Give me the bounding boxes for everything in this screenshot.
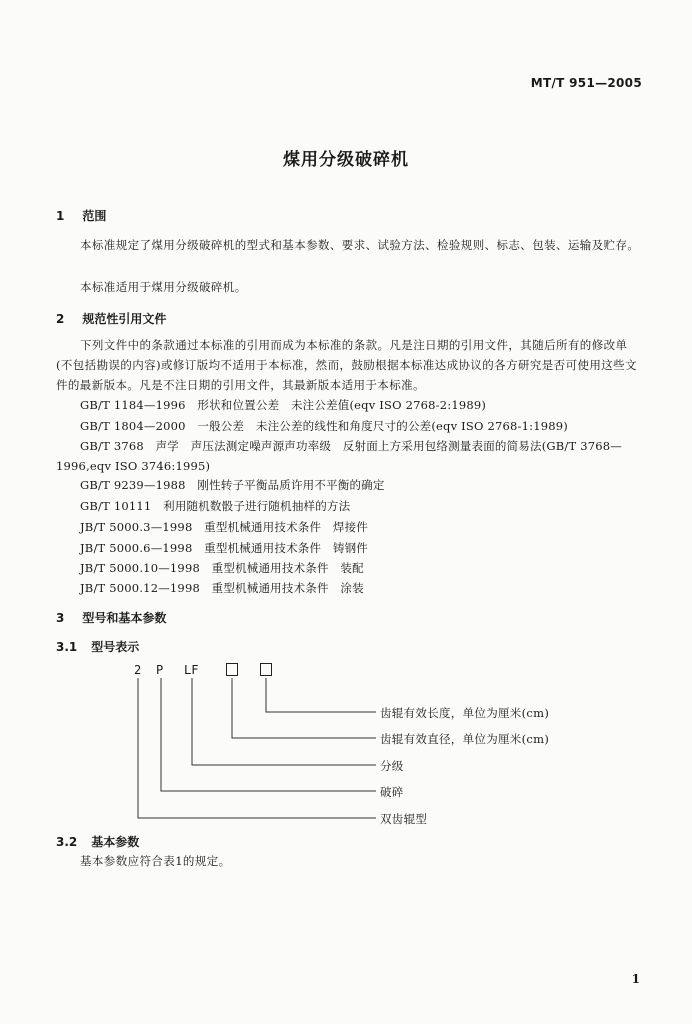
section-1-number: 1: [56, 209, 65, 223]
code-label-diameter: 齿辊有效直径，单位为厘米(cm): [380, 732, 550, 746]
leader-line-grading: [192, 678, 376, 765]
reference-item: GB/T 3768 声学 声压法测定噪声源声功率级 反射面上方采用包络测量表面的简易法(GB/T 3768—1996,eqv ISO 3746:1995): [56, 439, 622, 473]
reference-item: GB/T 9239—1988 刚性转子平衡品质许用不平衡的确定: [80, 478, 385, 492]
reference-item: JB/T 5000.3—1998 重型机械通用技术条件 焊接件: [80, 520, 368, 534]
code-label-length: 齿辊有效长度，单位为厘米(cm): [380, 706, 550, 720]
section-3-2-text: 基本参数应符合表1的规定。: [80, 854, 231, 868]
leader-line-crushing: [161, 678, 376, 791]
code-label-double-roll: 双齿辊型: [380, 812, 428, 826]
code-label-crushing: 破碎: [380, 785, 404, 799]
section-3-2-title: 基本参数: [91, 835, 140, 849]
section-1-paragraph-2: 本标准适用于煤用分级破碎机。: [80, 280, 247, 294]
standard-number: MT/T 951—2005: [530, 76, 642, 90]
section-3-number: 3: [56, 611, 65, 625]
reference-item: GB/T 10111 利用随机数骰子进行随机抽样的方法: [80, 499, 351, 513]
model-code-p: P: [156, 663, 164, 677]
section-3-1-title: 型号表示: [91, 640, 140, 654]
model-code-digit: 2: [134, 663, 142, 677]
leader-line-diameter: [232, 678, 376, 738]
section-3-2-heading: [56, 833, 139, 850]
reference-item: JB/T 5000.10—1998 重型机械通用技术条件 装配: [80, 561, 364, 575]
section-1-paragraph-1: 本标准规定了煤用分级破碎机的型式和基本参数、要求、试验方法、检验规则、标志、包装、运输及贮存。: [80, 238, 640, 252]
leader-line-length: [266, 678, 376, 712]
reference-item: GB/T 1184—1996 形状和位置公差 未注公差值(eqv ISO 2768-2:1989): [80, 398, 487, 412]
reference-item: JB/T 5000.6—1998 重型机械通用技术条件 铸钢件: [80, 541, 368, 555]
section-2-title: 规范性引用文件: [82, 312, 167, 326]
section-3-2-number: 3.2: [56, 835, 78, 849]
reference-item: GB/T 1804—2000 一般公差 未注公差的线性和角度尺寸的公差(eqv ISO 2768-1:1989): [80, 419, 568, 433]
document-title: 煤用分级破碎机: [283, 150, 409, 170]
page-number: 1: [631, 972, 640, 986]
section-2-intro: 下列文件中的条款通过本标准的引用而成为本标准的条款。凡是注日期的引用文件，其随后所有的修改单(不包括勘误的内容)或修订版均不适用于本标准，然而，鼓励根据本标准达成协议的各方研究是否可使用这些文件的最新版本。凡是不注日期的引用文件，其最新版本适用于本标准。: [56, 338, 637, 392]
section-3-title: 型号和基本参数: [82, 611, 167, 625]
model-code-lf: LF: [184, 663, 199, 677]
section-2-number: 2: [56, 312, 65, 326]
leader-line-double-roll: [138, 678, 376, 818]
reference-item: JB/T 5000.12—1998 重型机械通用技术条件 涂装: [80, 581, 364, 595]
section-1-title: 范围: [82, 209, 107, 223]
code-label-grading: 分级: [380, 759, 404, 773]
section-3-1-number: 3.1: [56, 640, 78, 654]
